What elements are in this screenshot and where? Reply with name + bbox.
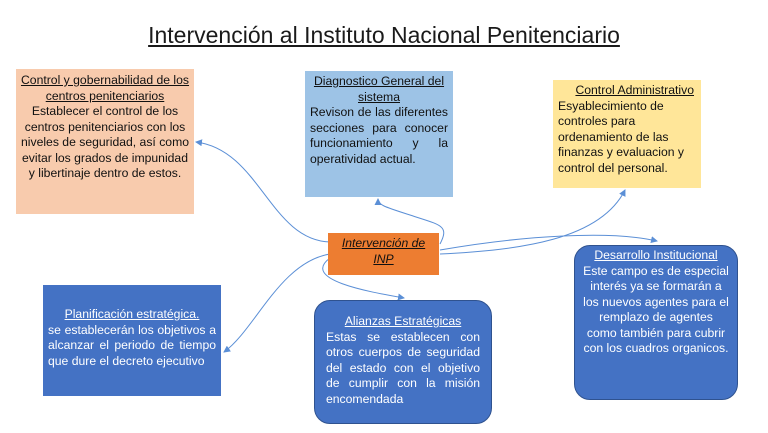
node-control-gobernabilidad-body: Establecer el control de los centros penitenciarios con los niveles de seguridad, así como evitar los grados de impunidad y libertinaje dentro de estos. [20, 104, 189, 180]
node-central-intervencion [328, 233, 439, 275]
node-planificacion [43, 285, 221, 396]
node-alianzas-body: Estas se establecen con otros cuerpos de seguridad del estado con el objetivo de cumplir con la misión encomendada [326, 329, 480, 406]
node-planificacion-title: Planificación estratégica. [64, 307, 200, 321]
node-control-administrativo [553, 80, 701, 188]
node-control-gobernabilidad-title: Control y gobernabilidad de los centros penitenciarios [20, 73, 190, 103]
node-alianzas-title: Alianzas Estratégicas [344, 314, 462, 328]
node-control-administrativo-title: Control Administrativo [575, 83, 694, 97]
node-planificacion-body: se establecerán los objetivos a alcanzar el periodo de tiempo que dure el decreto ejecutivo [48, 322, 216, 368]
node-alianzas [314, 300, 492, 424]
node-diagnostico [305, 71, 453, 197]
diagram-title: Intervención al Instituto Nacional Penitenciario [148, 22, 620, 48]
node-central-title: Intervención de INP [341, 236, 426, 266]
node-diagnostico-title: Diagnostico General del sistema [313, 74, 445, 104]
node-control-gobernabilidad [16, 69, 194, 214]
node-diagnostico-body: Revison de las diferentes secciones para conocer funcionamiento y la operatividad actual. [310, 105, 448, 166]
node-desarrollo [574, 245, 738, 400]
node-control-administrativo-body: Esyablecimiento de controles para ordenamiento de las finanzas y evaluacion y control del personal. [558, 98, 685, 175]
node-desarrollo-title: Desarrollo Institucional [594, 248, 718, 262]
node-desarrollo-body: Este campo es de especial interés ya se formarán a los nuevos agentes para el remplazo de agentes como también para cubrir con los cuadros organicos. [583, 263, 729, 355]
